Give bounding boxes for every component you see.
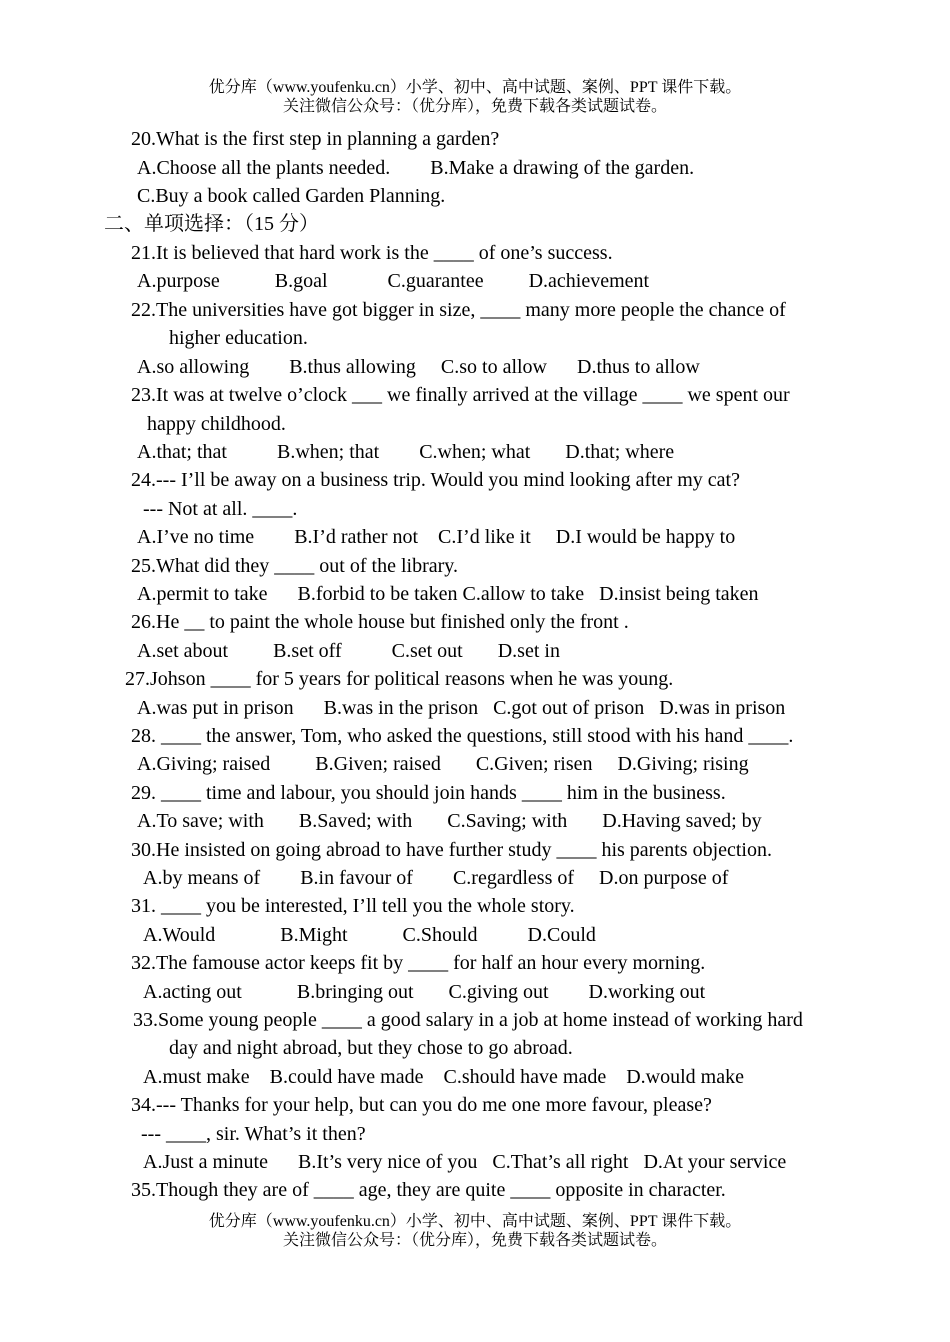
options-34: A.Just a minute B.It’s very nice of you C.That’s all right D.At your service [143, 1151, 787, 1173]
options-20-ab: A.Choose all the plants needed. B.Make a drawing of the garden. [137, 157, 695, 179]
options-24: A.I’ve no time B.I’d rather not C.I’d like it D.I would be happy to [137, 526, 736, 548]
question-31: 31. ____ you be interested, I’ll tell you the whole story. [131, 895, 575, 917]
question-35: 35.Though they are of ____ age, they are quite ____ opposite in character. [131, 1179, 726, 1201]
options-32: A.acting out B.bringing out C.giving out D.working out [143, 981, 706, 1003]
options-29: A.To save; with B.Saved; with C.Saving; with D.Having saved; by [137, 810, 762, 832]
options-20-c: C.Buy a book called Garden Planning. [137, 185, 446, 207]
question-33-cont: day and night abroad, but they chose to go abroad. [169, 1037, 573, 1059]
options-31: A.Would B.Might C.Should D.Could [143, 924, 596, 946]
question-34: 34.--- Thanks for your help, but can you do me one more favour, please? [131, 1094, 712, 1116]
question-24-reply: --- Not at all. ____. [143, 498, 298, 520]
header-line-1: 优分库（www.youfenku.cn）小学、初中、高中试题、案例、PPT 课件下载。 [208, 79, 742, 96]
options-33: A.must make B.could have made C.should have made D.would make [143, 1066, 744, 1088]
question-26: 26.He __ to paint the whole house but finished only the front . [131, 611, 629, 633]
question-22: 22.The universities have got bigger in size, ____ many more people the chance of [131, 299, 786, 321]
options-27: A.was put in prison B.was in the prison C.got out of prison D.was in prison [137, 697, 786, 719]
question-34-reply: --- ____, sir. What’s it then? [141, 1123, 366, 1145]
question-30: 30.He insisted on going abroad to have further study ____ his parents objection. [131, 839, 772, 861]
options-25: A.permit to take B.forbid to be taken C.allow to take D.insist being taken [137, 583, 759, 605]
options-28: A.Giving; raised B.Given; raised C.Given; risen D.Giving; rising [137, 753, 749, 775]
footer-line-2: 关注微信公众号：（优分库），免费下载各类试题试卷。 [282, 1232, 667, 1249]
header-line-2: 关注微信公众号：（优分库），免费下载各类试题试卷。 [282, 98, 667, 115]
question-21: 21.It is believed that hard work is the ____ of one’s success. [131, 242, 613, 264]
options-21: A.purpose B.goal C.guarantee D.achievement [137, 270, 650, 292]
question-20: 20.What is the first step in planning a garden? [131, 128, 500, 150]
question-33: 33.Some young people ____ a good salary in a job at home instead of working hard [133, 1009, 803, 1031]
question-32: 32.The famouse actor keeps fit by ____ for half an hour every morning. [131, 952, 706, 974]
options-23: A.that; that B.when; that C.when; what D.that; where [137, 441, 675, 463]
footer-line-1: 优分库（www.youfenku.cn）小学、初中、高中试题、案例、PPT 课件下载。 [208, 1213, 742, 1230]
question-23-cont: happy childhood. [147, 413, 286, 435]
question-24: 24.--- I’ll be away on a business trip. Would you mind looking after my cat? [131, 469, 740, 491]
section-title: 二、单项选择：（15 分） [104, 213, 319, 235]
options-22: A.so allowing B.thus allowing C.so to allow D.thus to allow [137, 356, 700, 378]
question-29: 29. ____ time and labour, you should join hands ____ him in the business. [131, 782, 726, 804]
question-22-cont: higher education. [169, 327, 308, 349]
options-30: A.by means of B.in favour of C.regardless of D.on purpose of [143, 867, 729, 889]
question-28: 28. ____ the answer, Tom, who asked the questions, still stood with his hand ____. [131, 725, 794, 747]
question-27: 27.Johson ____ for 5 years for political reasons when he was young. [125, 668, 674, 690]
question-23: 23.It was at twelve o’clock ___ we finally arrived at the village ____ we spent our [131, 384, 790, 406]
options-26: A.set about B.set off C.set out D.set in [137, 640, 560, 662]
question-25: 25.What did they ____ out of the library. [131, 555, 458, 577]
